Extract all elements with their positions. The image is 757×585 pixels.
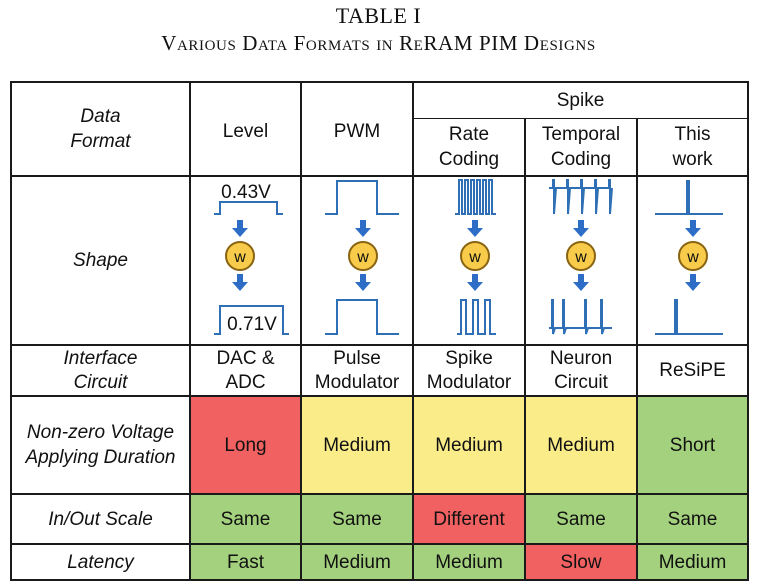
level-input-waveform <box>214 202 283 214</box>
header-this-work: This work <box>672 124 713 170</box>
rate-input-waveform <box>455 180 496 214</box>
shape-this-work <box>637 176 748 345</box>
scale-label: In/Out Scale <box>48 508 153 530</box>
table-number: TABLE I <box>335 3 422 28</box>
duration-label: Non-zero Voltage Applying Duration <box>25 422 176 468</box>
interface-this-work: ReSiPE <box>659 360 726 381</box>
header-rate-coding: Rate Coding <box>438 124 500 170</box>
interface-temporal: Neuron Circuit <box>549 347 613 393</box>
rate-arrow-down-icon-2 <box>467 274 483 291</box>
shape-label: Shape <box>73 250 128 271</box>
header-pwm: PWM <box>333 121 381 142</box>
shape-temporal-coding <box>525 176 637 345</box>
pwm-weight-symbol: w <box>357 249 369 266</box>
scale-level: Same <box>220 508 271 530</box>
thiswork-arrow-down-icon <box>685 220 701 237</box>
temporal-input-waveform <box>549 180 612 214</box>
thiswork-weight-symbol: w <box>687 249 699 266</box>
interface-level: DAC & ADC <box>216 347 275 393</box>
border-bottom <box>10 579 749 581</box>
pwm-input-waveform <box>325 181 399 214</box>
header-spike: Spike <box>556 90 605 111</box>
level-arrow-down-icon-2 <box>232 274 248 291</box>
duration-this-work: Short <box>669 434 716 456</box>
pwm-output-waveform <box>325 300 399 334</box>
level-arrow-down-icon <box>232 220 248 237</box>
rate-output-waveform <box>457 300 496 334</box>
scale-pwm: Same <box>332 508 382 530</box>
temporal-output-waveform <box>549 300 612 334</box>
latency-pwm: Medium <box>323 551 391 573</box>
shape-pwm <box>301 176 413 345</box>
temporal-arrow-down-icon-2 <box>573 274 589 291</box>
scale-temporal: Same <box>556 508 606 530</box>
latency-this-work: Medium <box>658 551 727 573</box>
thiswork-arrow-down-icon-2 <box>685 274 701 291</box>
table-title: Various Data Formats in ReRAM PIM Designs <box>161 31 596 55</box>
latency-label: Latency <box>67 551 134 573</box>
thiswork-output-waveform <box>655 300 723 334</box>
header-temporal-coding: Temporal Coding <box>541 124 621 170</box>
latency-temporal: Slow <box>560 551 602 573</box>
shape-level <box>190 176 301 345</box>
interface-pwm: Pulse Modulator <box>314 347 400 393</box>
duration-rate: Medium <box>435 434 503 456</box>
pwm-arrow-down-icon <box>355 220 371 237</box>
interface-label: Interface Circuit <box>63 347 138 393</box>
latency-level: Fast <box>227 551 264 573</box>
scale-this-work: Same <box>667 508 718 530</box>
shape-rate-coding <box>413 176 525 345</box>
latency-rate: Medium <box>435 551 503 573</box>
level-input-voltage: 0.43V <box>221 182 271 203</box>
header-level: Level <box>222 121 269 142</box>
temporal-weight-symbol: w <box>575 249 587 266</box>
temporal-arrow-down-icon <box>573 220 589 237</box>
duration-temporal: Medium <box>547 434 615 456</box>
rate-arrow-down-icon <box>467 220 483 237</box>
thiswork-input-waveform <box>655 181 723 214</box>
duration-level: Long <box>224 434 267 456</box>
rate-weight-symbol: w <box>469 249 481 266</box>
level-weight-symbol: w <box>234 249 246 266</box>
scale-rate: Different <box>433 508 505 530</box>
interface-rate: Spike Modulator <box>426 347 512 393</box>
level-output-voltage: 0.71V <box>227 314 277 335</box>
header-data-format: Data Format <box>70 106 131 152</box>
pwm-arrow-down-icon-2 <box>355 274 371 291</box>
duration-pwm: Medium <box>323 434 391 456</box>
